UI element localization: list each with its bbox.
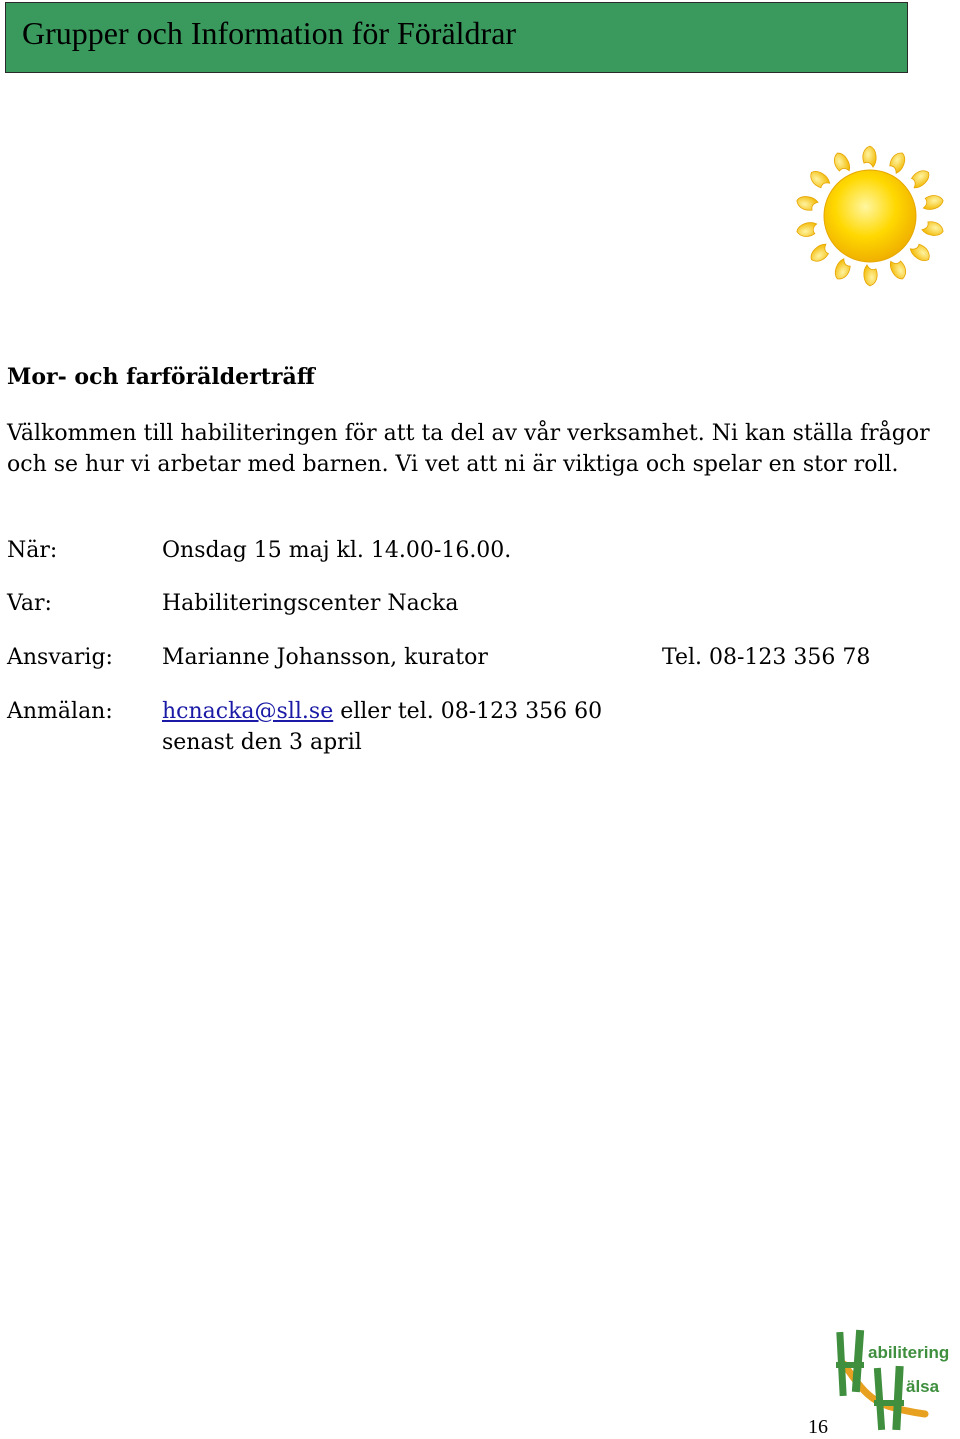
sun-ray	[908, 241, 933, 264]
page-header-banner	[5, 2, 908, 73]
sun-ray	[796, 221, 819, 239]
sun-ray	[795, 194, 818, 212]
responsible-value: Marianne Johansson, kurator	[162, 645, 488, 670]
sun-ray	[921, 193, 944, 211]
signup-label: Anmälan:	[7, 699, 113, 724]
section-heading: Mor- och farförälderträff	[7, 364, 315, 390]
sun-ray	[807, 168, 832, 191]
signup-phone-text: eller tel. 08-123 356 60	[333, 699, 603, 724]
signup-value	[162, 696, 602, 727]
sun-ray	[832, 257, 853, 282]
sun-ray	[831, 150, 852, 175]
page-title: Grupper och Information för Föräldrar	[22, 15, 517, 51]
signup-email-link[interactable]: hcnacka@sll.se	[162, 699, 334, 724]
logo-text-line1: abilitering	[868, 1343, 950, 1362]
page-number: 16	[808, 1416, 828, 1438]
signup-deadline: senast den 3 april	[162, 730, 362, 755]
logo-text-line2: älsa	[906, 1377, 940, 1396]
sun-ray	[887, 150, 908, 175]
sun-ray	[908, 167, 933, 190]
sun-ray	[808, 242, 833, 265]
sun-ray	[863, 146, 876, 167]
intro-paragraph: Välkommen till habiliteringen för att ta del av vår verksamhet. Ni kan ställa frågor och se hur vi arbetar med barnen. Vi vet att ni är viktiga och spelar en stor roll.	[7, 421, 930, 477]
sun-ray	[888, 257, 909, 282]
sun-ray	[864, 265, 877, 286]
responsible-phone: Tel. 08-123 356 78	[662, 645, 871, 670]
sun-icon	[778, 138, 958, 294]
where-label: Var:	[7, 591, 52, 616]
responsible-label: Ansvarig:	[7, 645, 113, 670]
where-value: Habiliteringscenter Nacka	[162, 591, 459, 616]
when-label: När:	[7, 538, 58, 563]
habilitering-halsa-logo	[830, 1328, 958, 1434]
when-value: Onsdag 15 maj kl. 14.00-16.00.	[162, 538, 512, 563]
sun-ray	[921, 220, 944, 238]
